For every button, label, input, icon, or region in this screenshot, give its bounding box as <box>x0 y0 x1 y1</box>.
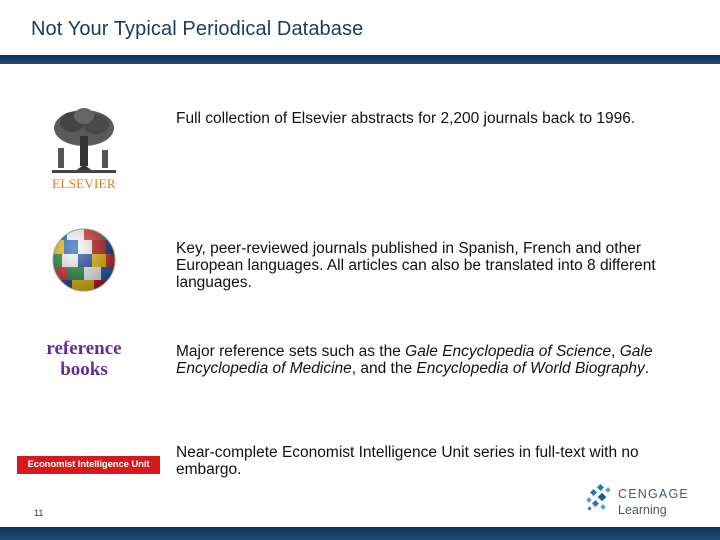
elsevier-tree-icon <box>44 106 124 176</box>
header-band <box>0 55 720 64</box>
slide-number: 11 <box>34 508 44 518</box>
row-european-journals-text: Key, peer-reviewed journals published in Spanish, French and other European languages. All articles can also be translated into 8 different languages. <box>176 240 656 291</box>
text-part: Major reference sets such as the <box>176 343 406 360</box>
reference-books-logo <box>38 338 130 384</box>
elsevier-logo <box>44 106 124 194</box>
world-biography-title: Encyclopedia of World Biography <box>416 360 645 377</box>
economist-logo: Economist Intelligence Unit <box>17 456 160 474</box>
gale-medicine-title: Gale Encyclopedia of Medicine <box>176 343 653 377</box>
text-part: . <box>644 360 650 377</box>
cengage-dots-icon <box>584 484 616 514</box>
cengage-logo <box>584 484 694 518</box>
text-part: , <box>611 343 620 360</box>
row-economist-text: Near-complete Economist Intelligence Unit series in full-text with no embargo. <box>176 444 639 478</box>
cengage-wordmark: CENGAGE <box>618 487 689 501</box>
elsevier-wordmark: ELSEVIER <box>52 176 116 191</box>
gale-science-title: Gale Encyclopedia of Science <box>405 343 612 360</box>
text-part: , and the <box>351 360 417 377</box>
globe-flags-icon <box>50 226 118 294</box>
row-elsevier-text: Full collection of Elsevier abstracts for 2,200 journals back to 1996. <box>176 110 636 127</box>
globe-flags-logo <box>50 226 118 294</box>
footer-band <box>0 527 720 540</box>
row-reference-sets-text <box>176 343 696 377</box>
reference-books-line-2: books <box>38 359 130 380</box>
learning-wordmark: Learning <box>618 503 667 517</box>
reference-books-line-1: reference <box>38 338 130 359</box>
slide-title: Not Your Typical Periodical Database <box>31 18 364 40</box>
